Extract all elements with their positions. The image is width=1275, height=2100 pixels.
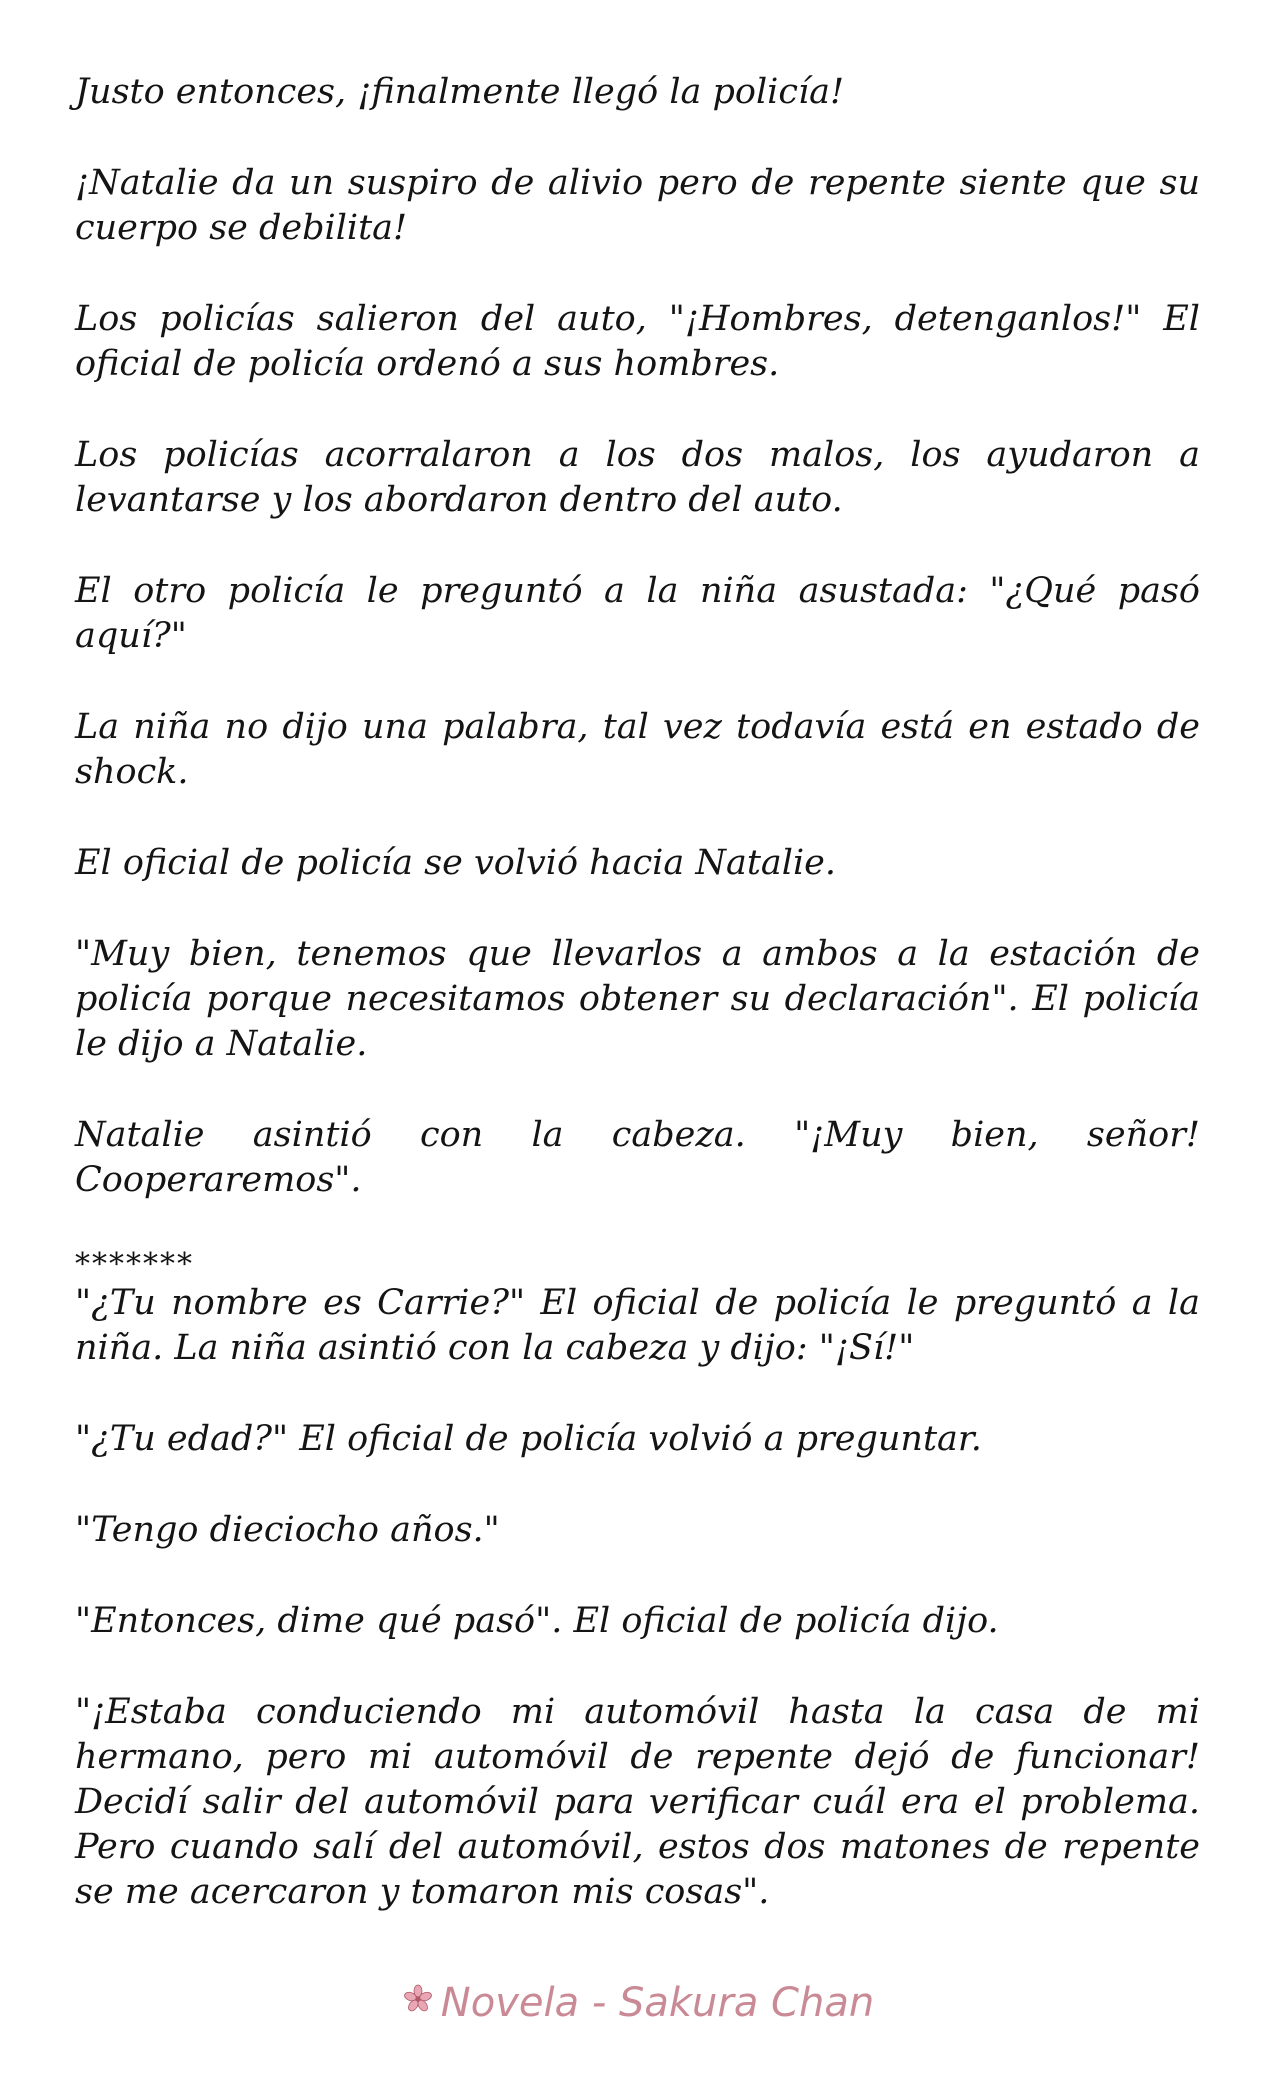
paragraph: La niña no dijo una palabra, tal vez todavía está en estado de shock. <box>75 707 1200 792</box>
watermark-text: Novela - Sakura Chan <box>440 1980 875 2026</box>
watermark <box>0 1978 1275 2028</box>
cherry-blossom-icon <box>401 1978 435 2028</box>
paragraph: "Muy bien, tenemos que llevarlos a ambos a la estación de policía porque necesitamos obtener su declaración". El policía le dijo a Natalie. <box>75 934 1200 1064</box>
paragraph: Los policías acorralaron a los dos malos, los ayudaron a levantarse y los abordaron dentro del auto. <box>75 435 1200 520</box>
paragraph: ¡Natalie da un suspiro de alivio pero de repente siente que su cuerpo se debilita! <box>75 163 1200 248</box>
paragraph: Justo entonces, ¡finalmente llegó la policía! <box>75 72 845 112</box>
paragraph: Los policías salieron del auto, "¡Hombres, detenganlos!" El oficial de policía ordenó a sus hombres. <box>75 299 1200 384</box>
paragraph: "¡Estaba conduciendo mi automóvil hasta la casa de mi hermano, pero mi automóvil de repente dejó de funcionar! Decidí salir del automóvil para verificar cuál era el problema. Pero cuando salí del automóvil, estos dos matones de repente se me acercaron y tomaron mis cosas". <box>75 1692 1200 1912</box>
paragraph: Natalie asintió con la cabeza. "¡Muy bien, señor! Cooperaremos". <box>75 1115 1200 1200</box>
paragraph: "Tengo dieciocho años." <box>75 1510 500 1550</box>
chapter-text <box>75 70 1200 1961</box>
paragraph: "Entonces, dime qué pasó". El oficial de policía dijo. <box>75 1601 999 1641</box>
paragraph: "¿Tu edad?" El oficial de policía volvió a preguntar. <box>75 1419 982 1459</box>
paragraph: El otro policía le preguntó a la niña asustada: "¿Qué pasó aquí?" <box>75 571 1200 656</box>
scene-separator: ******* <box>75 1247 194 1282</box>
paragraph: El oficial de policía se volvió hacia Natalie. <box>75 843 837 883</box>
paragraph: "¿Tu nombre es Carrie?" El oficial de policía le preguntó a la niña. La niña asintió con la cabeza y dijo: "¡Sí!" <box>75 1283 1200 1368</box>
